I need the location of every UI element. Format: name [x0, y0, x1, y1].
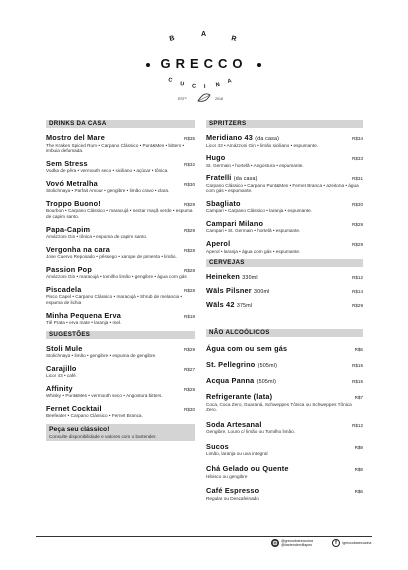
- menu-item-row: [206, 219, 363, 228]
- menu-item-name: [46, 364, 77, 373]
- menu-item-name: [46, 404, 102, 413]
- menu-item-name: [206, 464, 289, 473]
- menu-item-title: Carajillo: [46, 363, 77, 373]
- menu-item-description: Beefeater • Carpano Clássico • Fernet Branca.: [46, 413, 143, 419]
- menu-item-title: Chá Gelado ou Quente: [206, 464, 289, 474]
- menu-item-row: [46, 384, 195, 393]
- spritzers-list: [206, 133, 363, 254]
- menu-item-row: [206, 392, 363, 401]
- menu-item-row: [46, 225, 195, 234]
- menu-item-title: Papa-Capim: [46, 224, 91, 234]
- menu-item-title: Wäls 42: [206, 300, 235, 310]
- menu-item-name: [206, 486, 259, 495]
- menu-item-name: [206, 272, 258, 281]
- menu-item-name: [206, 344, 287, 353]
- menu-item: [206, 239, 363, 254]
- section-heading-sugestoes: SUGESTÕES: [46, 331, 195, 339]
- menu-item-price: R$31: [352, 176, 363, 182]
- menu-item-description: Stolichnaya • Parfait Amour • gengibre • limão cravo • clara.: [46, 188, 170, 194]
- menu-item-note: 375ml: [236, 303, 253, 310]
- menu-item-row: [206, 286, 363, 295]
- menu-item-row: [46, 199, 195, 208]
- menu-item: [46, 265, 195, 280]
- cervejas-list: [206, 272, 363, 309]
- logo-bottom-letter: A: [227, 78, 233, 85]
- leaf-icon: [198, 94, 210, 102]
- menu-item-price: R$12: [352, 275, 363, 281]
- menu-item-note: (da casa): [255, 136, 280, 142]
- menu-item-price: R$29: [352, 303, 363, 309]
- menu-item-name: [206, 133, 279, 142]
- menu-item-description: Licor 43 • café.: [46, 373, 78, 379]
- section-heading-nao-alcoolicos: NÃO ALCOÓLICOS: [206, 329, 363, 337]
- promo-text: Consulte disponibilidade e valores com o bartender.: [49, 433, 157, 439]
- menu-item-description: Licor 43 • Amázzoni Gin • limão siciliano • espumante.: [206, 142, 319, 148]
- menu-item-title: Mostro del Mare: [46, 133, 105, 142]
- menu-item-row: [46, 179, 195, 188]
- menu-item-row: [46, 133, 195, 142]
- menu-item-description: Campari • Carpano Clássico • laranja • espumante.: [206, 208, 313, 214]
- menu-item-row: [46, 311, 195, 320]
- facebook-icon: f: [332, 539, 340, 547]
- logo-est-year: 2018: [215, 97, 223, 101]
- menu-item-description: Campari • St. Germain • hortelã • espumante.: [206, 228, 301, 234]
- menu-item-price: R$16: [352, 363, 363, 369]
- menu-item-name: [206, 442, 229, 451]
- footer: [0, 537, 408, 551]
- menu-item-name: [46, 225, 90, 234]
- menu-item-description: Jose Cuervo Reposado • pêssego • xarope de pimenta • limão.: [46, 254, 177, 260]
- menu-item: [206, 286, 363, 295]
- menu-item-name: [206, 219, 263, 228]
- menu-item-title: Sbagliato: [206, 198, 241, 208]
- menu-item: [206, 420, 363, 435]
- menu-item-price: R$30: [184, 181, 195, 187]
- menu-item-title: Café Espresso: [206, 486, 260, 496]
- menu-item-row: [46, 245, 195, 254]
- menu-item-name: [46, 159, 88, 168]
- menu-item-name: [206, 360, 277, 369]
- logo-bottom-letter: I: [203, 83, 206, 90]
- menu-item-row: [206, 153, 363, 162]
- instagram-icon: [271, 539, 279, 547]
- menu-item-price: R$29: [184, 201, 195, 207]
- menu-item: [46, 159, 195, 174]
- logo-top-letter: R: [230, 35, 238, 44]
- menu-item-title: Minha Pequena Erva: [46, 310, 121, 320]
- menu-item-title: Meridiano 43: [206, 133, 254, 142]
- menu-item-title: Refrigerante (lata): [206, 392, 273, 402]
- menu-item: [46, 285, 195, 306]
- menu-item-description: Coca, Coca Zero, Guaraná, Schweppes Tônica ou Schweppes Tônica Zero.: [206, 401, 352, 413]
- menu-item-name: [46, 179, 98, 188]
- menu-item-description: Regular ou Descafeinado: [206, 495, 259, 501]
- menu-item-price: R$7: [354, 395, 363, 401]
- menu-item: [46, 311, 195, 326]
- menu-item: [46, 225, 195, 240]
- menu-item-row: [206, 199, 363, 208]
- menu-item-description: Stolichnaya • limão • gengibre • espuma de gengibre.: [46, 353, 157, 359]
- menu-item: [206, 344, 363, 353]
- menu-item-name: [46, 133, 105, 142]
- menu-item-price: R$34: [352, 136, 363, 141]
- section-heading-spritzers: SPRITZERS: [206, 120, 363, 128]
- menu-item-price: R$30: [352, 201, 363, 207]
- menu-item: [206, 486, 363, 501]
- menu-item-title: Wäls Pilsner: [206, 286, 252, 296]
- menu-item-price: R$14: [352, 289, 363, 295]
- logo-bottom-letter: U: [179, 81, 185, 88]
- menu-item-row: [46, 159, 195, 168]
- menu-item-row: [46, 265, 195, 274]
- menu-item: [46, 245, 195, 260]
- menu-item-price: R$32: [184, 161, 195, 167]
- menu-item-title: Soda Artesanal: [206, 419, 262, 429]
- menu-item: [206, 300, 363, 309]
- menu-item-name: [46, 199, 101, 208]
- menu-item-price: R$29: [184, 346, 195, 352]
- instagram-handle[interactable]: @greccobarecucina: [281, 539, 314, 543]
- menu-item-price: R$28: [184, 247, 195, 253]
- menu-item-title: Vergonha na cara: [46, 244, 111, 254]
- section-heading-cervejas: CERVEJAS: [206, 259, 363, 267]
- menu-item: [206, 153, 363, 168]
- menu-item-title: Campari Milano: [206, 218, 264, 228]
- menu-item-row: [206, 464, 363, 473]
- menu-item-price: R$35: [184, 136, 195, 141]
- nao-alcoolicos-list: [206, 344, 363, 501]
- menu-item-description: Tiê Prata • erva mate • laranja • mel.: [46, 320, 122, 326]
- menu-item-price: R$9: [354, 444, 363, 450]
- menu-item-row: [206, 344, 363, 353]
- menu-item-description: Aperol • laranja • água com gás • espumante.: [206, 248, 301, 254]
- menu-item-row: [206, 239, 363, 248]
- instagram-social[interactable]: [271, 539, 313, 547]
- menu-item-row: [206, 133, 363, 142]
- menu-item-price: R$16: [352, 379, 363, 385]
- menu-item-name: [206, 392, 272, 401]
- menu-item-note: 330ml: [242, 275, 258, 282]
- facebook-handle[interactable]: /greccobarecucina: [342, 540, 372, 545]
- logo-bottom-letter: C: [191, 83, 197, 90]
- menu-item-row: [206, 360, 363, 369]
- menu-item-title: Heineken: [206, 272, 241, 282]
- menu-item-description: Hibisco ou gengibre: [206, 473, 248, 479]
- menu-item: [206, 272, 363, 281]
- menu-item: [46, 404, 195, 419]
- menu-item: [46, 199, 195, 220]
- menu-item-description: Vodka de pêra • vermouth seco • siciliano • açúcar • tônica.: [46, 168, 169, 174]
- promo-title: Peça seu clássico!: [49, 425, 110, 433]
- menu-item-price: R$27: [184, 366, 195, 372]
- menu-item-row: [46, 344, 195, 353]
- facebook-social[interactable]: [332, 539, 371, 547]
- menu-item-name: [46, 265, 92, 274]
- menu-item-note: (505ml): [257, 363, 278, 370]
- logo-top-letter: A: [201, 31, 207, 38]
- menu-item-row: [206, 376, 363, 385]
- menu-item-price: R$28: [184, 386, 195, 392]
- menu-item-description: Amázzoni Gin • maracujá • tomilho limão • gengibre • água com gás: [46, 274, 187, 280]
- menu-item-description: Gengibre, Louro c/ limão ou Tomilho limão.: [206, 429, 296, 435]
- menu-item-title: Stoli Mule: [46, 343, 83, 353]
- menu-item-row: [206, 442, 363, 451]
- menu-item-price: R$9: [354, 467, 363, 473]
- menu-item-price: R$29: [352, 221, 363, 227]
- menu-item-note: (505ml): [256, 379, 277, 386]
- menu-item-price: R$28: [184, 267, 195, 273]
- logo-bottom-letter: C: [167, 77, 173, 84]
- menu-item-description: St. Germain • hortelã • Angostura • espumante.: [206, 162, 304, 168]
- menu-item-note: (da casa): [233, 176, 258, 183]
- menu-item-title: Troppo Buono!: [46, 198, 101, 208]
- menu-item-price: R$6: [354, 347, 363, 353]
- menu-item-name: [206, 199, 241, 208]
- menu-item-description: Amázzoni Gin • tônica • espuma de capim santo.: [46, 234, 148, 240]
- menu-item: [46, 364, 195, 379]
- menu-item-description: The Kraken Spiced Rum • Carpano Clássico • Punt&Mes • bitters • imbuia defumada.: [46, 142, 185, 154]
- menu-item-title: Piscadela: [46, 284, 82, 294]
- menu-item-note: 300ml: [254, 289, 270, 296]
- menu-item: [206, 219, 363, 234]
- menu-item-row: [206, 272, 363, 281]
- logo-wordmark: GRECCO: [160, 56, 248, 71]
- menu-item-description: Bourbon • Carpano Clássico • maracujá • nectar maçã verde • espuma de capim santo.: [46, 208, 193, 219]
- right-column: [206, 120, 363, 501]
- menu-item: [46, 344, 195, 359]
- logo: [0, 28, 408, 106]
- menu-item-description: Carpano Clássico • Carpano Punt&Mes • Fernet Branca • azeitona • água com gás • espumante.: [206, 182, 359, 194]
- menu-item-price: R$33: [352, 156, 363, 162]
- menu-item: [206, 376, 363, 385]
- menu-item-title: Fernet Cocktail: [46, 403, 102, 413]
- logo-top-letter: B: [168, 34, 176, 43]
- menu-item-name: [46, 384, 73, 393]
- menu-item-title: Affinity: [46, 383, 73, 393]
- menu-item: [46, 179, 195, 194]
- menu-item: [46, 133, 195, 154]
- logo-dot: [257, 63, 261, 67]
- menu-item-row: [206, 420, 363, 429]
- menu-item-row: [206, 173, 363, 182]
- menu-item: [206, 464, 363, 479]
- logo-est-label: ESTᵈ: [178, 97, 187, 101]
- menu-item-name: [206, 300, 252, 309]
- menu-item-price: R$18: [184, 313, 195, 319]
- menu-item-row: [206, 486, 363, 495]
- left-column: [46, 120, 195, 441]
- logo-bottom-letter: N: [215, 81, 221, 89]
- menu-item-title: Vovó Metralha: [46, 178, 98, 188]
- menu-item-title: Sucos: [206, 441, 229, 451]
- menu-item: [206, 199, 363, 214]
- menu-item-description: Whisky • Punt&Mes • vermouth seco • Angostura bitters.: [46, 393, 163, 399]
- menu-item-title: Passion Pop: [46, 264, 92, 274]
- menu-item-name: [206, 376, 276, 385]
- menu-item-name: [46, 245, 110, 254]
- menu-item-name: [206, 420, 262, 429]
- menu-item: [206, 442, 363, 457]
- section-heading-drinks: DRINKS DA CASA: [46, 120, 195, 128]
- menu-item: [206, 360, 363, 369]
- menu-item-name: [206, 239, 230, 248]
- menu-item: [206, 392, 363, 413]
- instagram-handle[interactable]: @bartendervillapes: [281, 543, 313, 548]
- menu-item: [206, 133, 363, 148]
- menu-item-title: Acqua Panna: [206, 376, 255, 386]
- menu-item-price: R$12: [352, 422, 363, 428]
- menu-item-row: [206, 300, 363, 309]
- menu-item: [206, 173, 363, 194]
- menu-item: [46, 384, 195, 399]
- menu-item-name: [46, 311, 121, 320]
- menu-item-price: R$30: [184, 406, 195, 412]
- menu-item-price: R$29: [352, 242, 363, 248]
- menu-item-row: [46, 404, 195, 413]
- menu-item-row: [46, 285, 195, 294]
- menu-item-name: [206, 286, 269, 295]
- promo-box: [46, 424, 195, 441]
- menu-item-row: [46, 364, 195, 373]
- menu-item-title: Água com ou sem gás: [206, 344, 288, 354]
- menu-item-price: R$6: [354, 489, 363, 495]
- menu-item-title: Aperol: [206, 239, 231, 249]
- menu-item-description: Limão, laranja ou uva integral: [206, 451, 268, 457]
- menu-item-title: Fratelli: [206, 173, 232, 183]
- menu-item-name: [206, 173, 258, 182]
- menu-item-title: Hugo: [206, 153, 226, 163]
- menu-item-name: [46, 344, 82, 353]
- menu-item-name: [46, 285, 81, 294]
- menu-item-title: St. Pellegrino: [206, 360, 256, 370]
- menu-item-description: Pisco Capel • Carpano Clássico • maracujá • Shrub de melancia • espuma de lichia: [46, 294, 183, 305]
- sugestoes-list: [46, 344, 195, 419]
- menu-item-price: R$28: [184, 287, 195, 293]
- menu-item-name: [206, 153, 225, 162]
- drinks-list: [46, 133, 195, 326]
- menu-item-title: Sem Stress: [46, 158, 88, 168]
- menu-item-price: R$29: [184, 227, 195, 233]
